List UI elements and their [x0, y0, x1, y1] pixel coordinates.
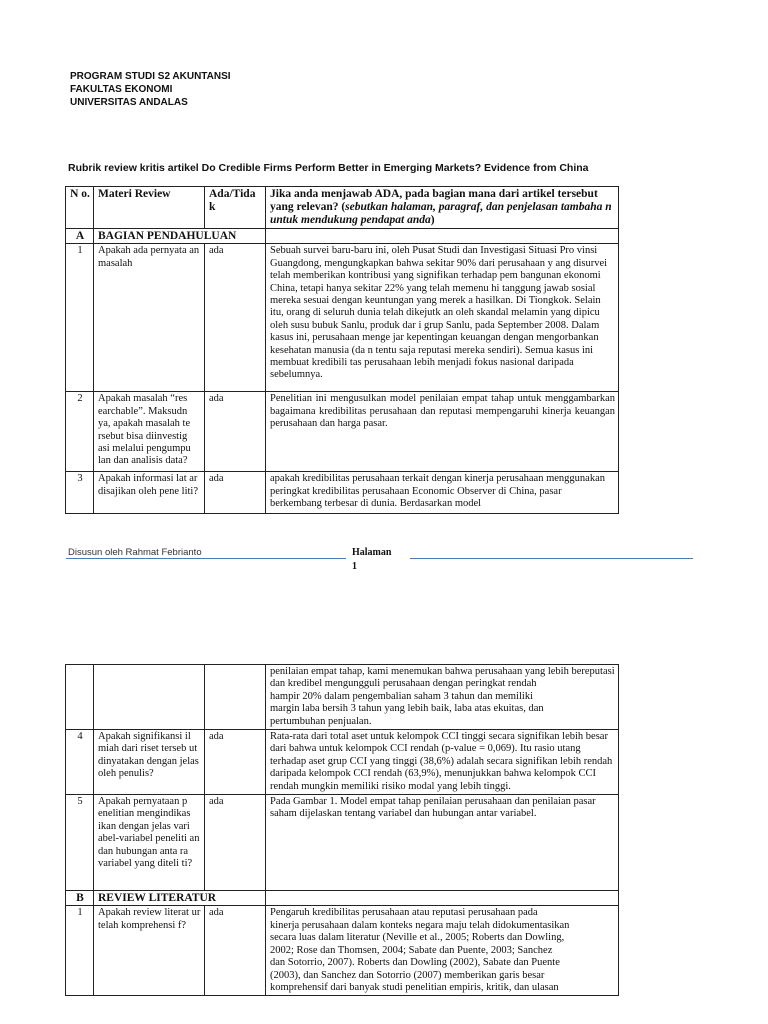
row-answer: ada	[205, 730, 266, 795]
table-row	[66, 906, 619, 996]
row-number: 1	[66, 906, 94, 996]
table-row	[66, 795, 619, 891]
table-row	[66, 665, 619, 730]
table-row	[66, 730, 619, 795]
section-row-a	[66, 229, 619, 244]
row-evidence: Pada Gambar 1. Model empat tahap penilaian perusahaan dan penilaian pasar saham dijelaskan tentang variabel dan hubungan antar variabel.	[266, 795, 619, 891]
row-answer: ada	[205, 906, 266, 996]
row-question: Apakah signifikansi il miah dari riset terseb ut dinyatakan dengan jelas oleh penulis?	[94, 730, 205, 795]
row-evidence: Penelitian ini mengusulkan model penilaian empat tahap untuk menggambarkan bagaimana kredibilitas perusahaan dan reputasi mempengaruhi kinerja keuangan perusahaan dan harga pasar.	[266, 392, 619, 472]
row-number	[66, 665, 94, 730]
table-header-row	[66, 187, 619, 229]
section-b-empty	[266, 891, 619, 906]
row-answer	[205, 665, 266, 730]
section-b-title: REVIEW LITERATUR	[94, 891, 266, 906]
header-evidence	[266, 187, 619, 229]
row-answer: ada	[205, 472, 266, 514]
footer-author: Disusun oleh Rahmat Febrianto	[68, 547, 202, 558]
header-evidence-close: )	[430, 214, 435, 226]
row-answer: ada	[205, 795, 266, 891]
row-evidence: penilaian empat tahap, kami menemukan bahwa perusahaan yang lebih bereputasi dan kredibel mengungguli perusahaan dengan peringkat rendah hampir 20% dalam pengembalian saham 3 tahun dan memiliki margin laba bersih 3 tahun yang lebih baik, laba atas ekuitas, dan pertumbuhan penjualan.	[266, 665, 619, 730]
section-b-letter: B	[66, 891, 94, 906]
row-question: Apakah pernyataan p enelitian mengindikas ikan dengan jelas vari abel-variabel peneliti an dan hubungan anta ra variabel yang diteli ti?	[94, 795, 205, 891]
row-number: 2	[66, 392, 94, 472]
table-row	[66, 244, 619, 392]
row-answer: ada	[205, 392, 266, 472]
footer-divider-right	[410, 558, 693, 559]
faculty-name: FAKULTAS EKONOMI	[70, 84, 173, 95]
row-evidence: Rata-rata dari total aset untuk kelompok CCI tinggi secara signifikan lebih besar dari bahwa untuk kelompok CCI rendah (p-value = 0,069). Itu rasio utang terhadap aset grup CCI yang tinggi (38,6%) adalah secara signifikan lebih rendah daripada kelompok CCI rendah (63,9%), menunjukkan bahwa kelompok CCI rendah mungkin memiliki risiko modal yang lebih tinggi.	[266, 730, 619, 795]
row-evidence: apakah kredibilitas perusahaan terkait dengan kinerja perusahaan menggunakan peringkat kredibilitas perusahaan Economic Observer di China, pasar berkembang terbesar di dunia. Berdasarkan model	[266, 472, 619, 514]
section-row-b	[66, 891, 619, 906]
section-a-empty	[266, 229, 619, 244]
page-label: Halaman	[352, 547, 392, 558]
row-evidence: Sebuah survei baru-baru ini, oleh Pusat Studi dan Investigasi Situasi Pro vinsi Guangdong, mengungkapkan bahwa sekitar 90% dari perusahaan y ang disurvei telah memberikan kontribusi yang signifikan terhadap pem bangunan ekonomi China, tetapi hanya sekitar 22% yang telah memenu hi tanggung jawab sosial mereka sesuai dengan keuntungan yang merek a hasilkan. Di Tiongkok. Selain itu, orang di seluruh dunia telah dikejutk an oleh skandal melamin yang dipicu oleh susu bubuk Sanlu, produk dar i grup Sanlu, pada September 2008. Dalam kasus ini, perusahaan menge jar kepentingan keuangan dengan mengorbankan kesehatan manusia (da n tentu saja reputasi mereka sendiri). Semua kasus ini membuat kredibili tas perusahaan lebih menjadi fokus nasional daripada sebelumnya.	[266, 244, 619, 392]
header-ada: Ada/Tida k	[205, 187, 266, 229]
row-question	[94, 665, 205, 730]
university-name: UNIVERSITAS ANDALAS	[70, 97, 188, 108]
header-no: N o.	[66, 187, 94, 229]
row-question: Apakah informasi lat ar disajikan oleh pene liti?	[94, 472, 205, 514]
row-question: Apakah masalah “res earchable”. Maksudn ya, apakah masalah te rsebut bisa diinvestig asi melalui pengumpu lan dan analisis data?	[94, 392, 205, 472]
footer-page-indicator	[352, 546, 391, 574]
row-question: Apakah review literat ur telah komprehensi f?	[94, 906, 205, 996]
footer-divider-left	[66, 558, 346, 559]
header-evidence-main: Jika anda menjawab ADA, pada bagian mana dari artikel tersebut yang relevan? (	[270, 188, 598, 213]
section-a-letter: A	[66, 229, 94, 244]
rubric-table-page-1	[65, 186, 619, 514]
table-row	[66, 392, 619, 472]
row-number: 5	[66, 795, 94, 891]
page-number: 1	[352, 561, 357, 572]
row-number: 4	[66, 730, 94, 795]
table-row	[66, 472, 619, 514]
row-number: 3	[66, 472, 94, 514]
header-materi: Materi Review	[94, 187, 205, 229]
row-evidence: Pengaruh kredibilitas perusahaan atau reputasi perusahaan pada kinerja perusahaan dalam konteks negara maju telah didokumentasikan secara luas dalam literatur (Neville et al., 2005; Roberts dan Dowling, 2002; Rose dan Thomsen, 2004; Sabate dan Puente, 2003; Sanchez dan Sotorrio, 2007). Roberts dan Dowling (2002), Sabate dan Puente (2003), dan Sanchez dan Sotorrio (2007) memberikan garis besar komprehensif dari banyak studi penelitian empiris, kritik, dan ulasan	[266, 906, 619, 996]
section-a-title: BAGIAN PENDAHULUAN	[94, 229, 266, 244]
rubric-table-page-2	[65, 664, 619, 996]
row-answer: ada	[205, 244, 266, 392]
institution-header	[70, 70, 231, 109]
header-evidence-italic: sebutkan halaman, paragraf, dan penjelasan tambaha n untuk mendukung pendapat anda	[270, 201, 612, 226]
program-name: PROGRAM STUDI S2 AKUNTANSI	[70, 71, 231, 82]
rubric-title: Rubrik review kritis artikel Do Credible Firms Perform Better in Emerging Markets? Evidence from China	[68, 162, 589, 174]
row-number: 1	[66, 244, 94, 392]
row-question: Apakah ada pernyata an masalah	[94, 244, 205, 392]
